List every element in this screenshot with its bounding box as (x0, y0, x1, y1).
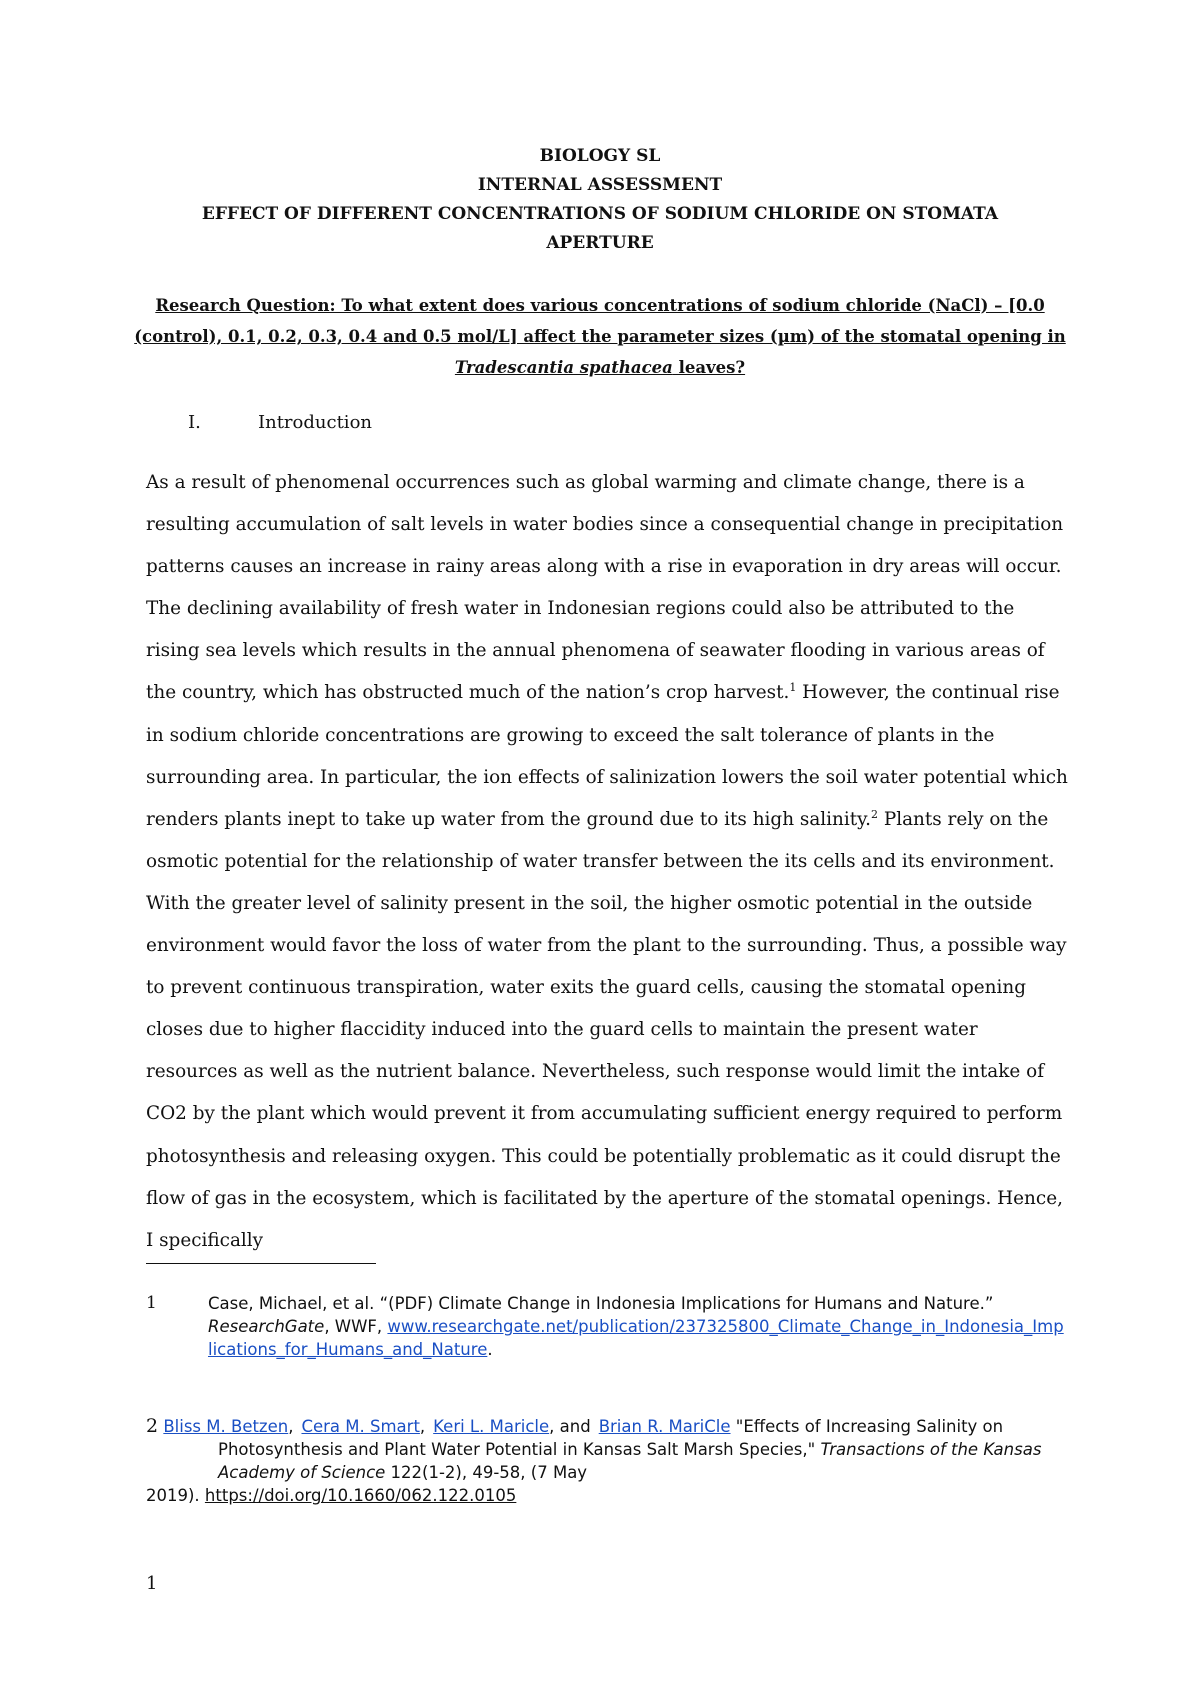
footnote-1-mark: 1 (146, 1293, 157, 1313)
footnote-1-source: ResearchGate (208, 1317, 325, 1336)
footnote-2-journal-b: Academy of Science (218, 1463, 386, 1482)
author-link-smart[interactable]: Cera M. Smart (301, 1417, 420, 1436)
footnote-separator (146, 1263, 376, 1264)
footnote-2-doi-link[interactable]: https://doi.org/10.1660/062.122.0105 (204, 1486, 517, 1505)
footnote-2-details: 122(1-2), 49-58, (7 May (385, 1463, 588, 1482)
body-segment-1: As a result of phenomenal occurrences such as global warming and climate change, there is a resulting accumulation of salt levels in water bodies since a consequential change in precipitation patterns causes an increase in rainy areas along with a rise in evaporation in dry areas will occur. The declining availability of fresh water in Indonesian regions could also be attributed to the rising sea levels which results in the annual phenomena of seawater flooding in various areas of the country, which has obstructed much of the nation’s crop harvest. (146, 472, 1064, 704)
report-title-continued: APERTURE (546, 233, 654, 253)
assessment-title: INTERNAL ASSESSMENT (477, 175, 723, 195)
footnote-ref-2: 2 (870, 807, 878, 821)
footnote-2-mark: 2 (146, 1415, 159, 1437)
author-link-betzen[interactable]: Bliss M. Betzen (163, 1417, 289, 1436)
footnote-2-and: , and (549, 1417, 591, 1436)
research-question-end: leaves? (672, 358, 746, 377)
author-link-brian-maricle[interactable]: Brian R. MariCle (598, 1417, 731, 1436)
section-number: I. (188, 412, 201, 433)
page-number: 1 (146, 1573, 158, 1594)
footnote-1-publisher: , WWF, (324, 1317, 388, 1336)
footnote-1 (146, 1292, 1066, 1361)
title-block (120, 142, 1080, 258)
footnote-1-end: . (487, 1340, 493, 1359)
footnote-2-year: 2019). (146, 1486, 205, 1505)
body-segment-2: However, the continual rise in sodium chloride concentrations are growing to exceed the salt tolerance of plants in the surrounding area. In particular, the ion effects of salinization lowers the soil water potential which renders plants inept to take up water from the ground due to its high salinity. (146, 682, 1068, 830)
footnote-1-text: Case, Michael, et al. “(PDF) Climate Change in Indonesia Implications for Humans and Nature.” (208, 1294, 994, 1313)
body-segment-3: Plants rely on the osmotic potential for the relationship of water transfer between the its cells and its environment. With the greater level of salinity present in the soil, the higher osmotic potential in the outside environment would favor the loss of water from the plant to the surrounding. Thus, a possible way to prevent continuous transpiration, water exits the guard cells, causing the stomatal opening closes due to higher flaccidity induced into the guard cells to maintain the present water resources as well as the nutrient balance. Nevertheless, such response would limit the intake of CO2 by the plant which would prevent it from accumulating sufficient energy required to perform photosynthesis and releasing oxygen. This could be potentially problematic as it could disrupt the flow of gas in the ecosystem, which is facilitated by the aperture of the stomatal openings. Hence, I specifically (146, 808, 1067, 1251)
section-heading (188, 408, 372, 438)
author-link-maricle[interactable]: Keri L. Maricle (433, 1417, 550, 1436)
research-question (130, 290, 1070, 383)
footnote-2-title-b: Photosynthesis and Plant Water Potential in Kansas Salt Marsh Species," (218, 1440, 821, 1459)
introduction-paragraph (146, 462, 1068, 1262)
footnote-2-journal-a: Transactions of the Kansas (820, 1440, 1042, 1459)
footnote-ref-1: 1 (789, 681, 797, 695)
footnote-1-link[interactable]: www.researchgate.net/publication/237325800_Climate_Change_in_Indonesia_Implications_for_Humans_and_Nature (208, 1317, 1064, 1359)
species-name: Tradescantia spathacea (454, 358, 673, 377)
research-question-text: Research Question: To what extent does various concentrations of sodium chloride (NaCl) – [0.0 (control), 0.1, 0.2, 0.3, 0.4 and 0.5 mol/L] affect the parameter sizes (µm) of the stomatal opening in (134, 296, 1066, 346)
footnote-2: 2 Bliss M. Betzen, Cera M. Smart, Keri L. Maricle, and Brian R. MariCle "Effects of Increasing Salinity on Photosynthesis and Plant Water Potential in Kansas Salt Marsh Species," Transactions of the Kansas Academy of Science 122(1-2), 49-58, (7 May 2019). https://doi.org/10.1660/062.122.0105 (146, 1415, 1042, 1505)
footnote-2-title-a: "Effects of Increasing Salinity on (730, 1417, 1004, 1436)
course-title: BIOLOGY SL (539, 146, 661, 166)
report-title: EFFECT OF DIFFERENT CONCENTRATIONS OF SODIUM CHLORIDE ON STOMATA (201, 204, 999, 224)
section-title: Introduction (258, 412, 372, 433)
